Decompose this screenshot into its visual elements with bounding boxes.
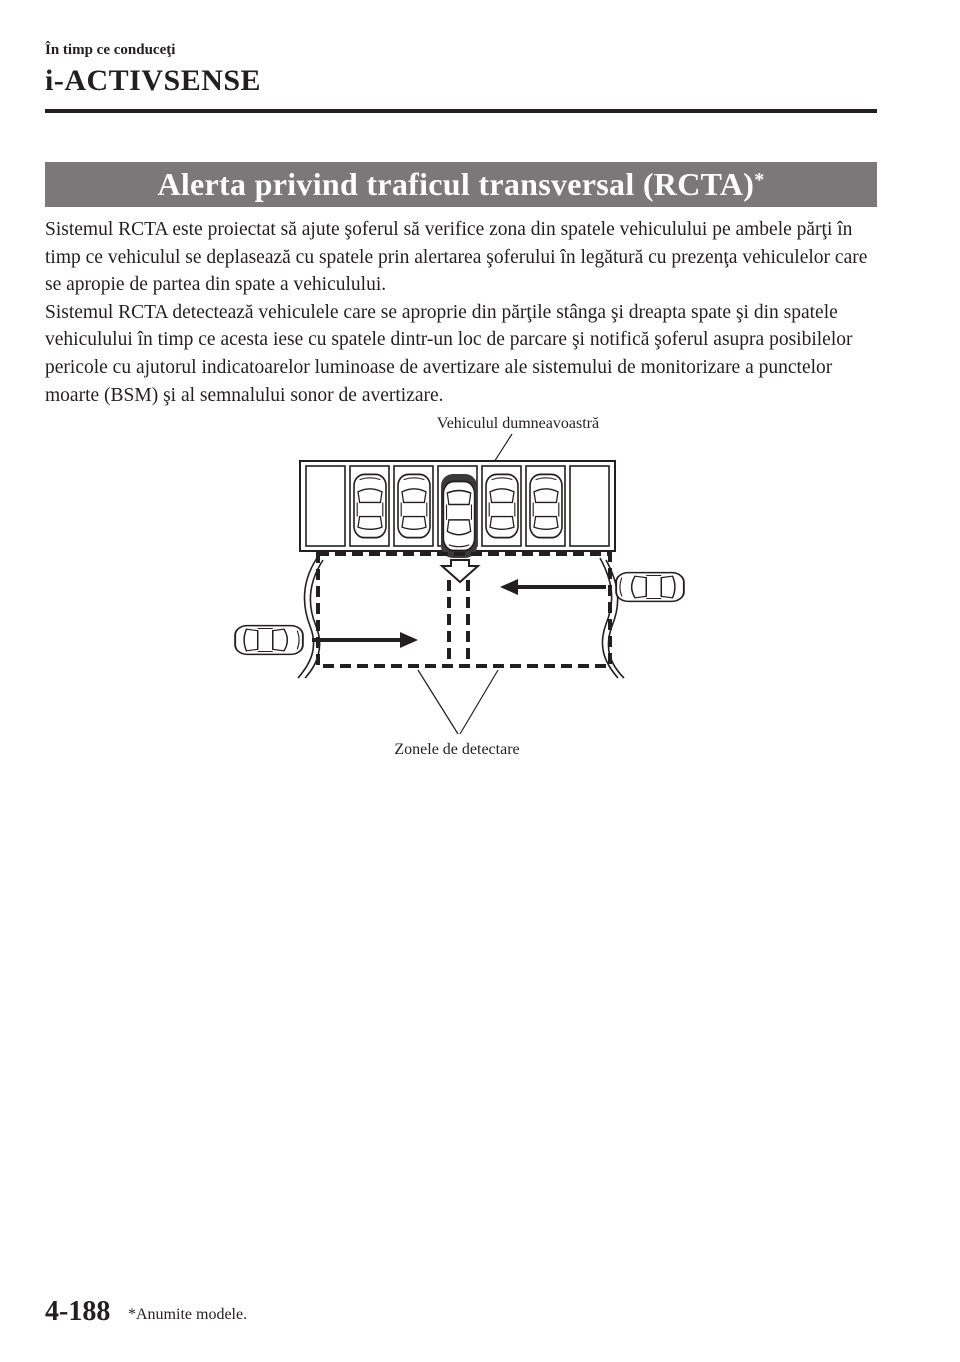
parked-car: [530, 474, 562, 537]
paragraph-intro: Sistemul RCTA este proiectat să ajute şoferul să verifice zona din spatele vehiculului pe ambele părţi în timp ce vehiculul se deplasează cu spatele prin alertarea şoferului în legătură cu prezenţa vehiculelor care se apropie de partea din spate a vehiculului.: [45, 219, 868, 296]
approach-arrow-left: [312, 632, 418, 648]
body-text: [45, 216, 885, 409]
zones-label: Zonele de detectare: [394, 741, 520, 758]
approaching-vehicle-left: [235, 626, 303, 655]
parked-car: [354, 474, 386, 537]
parked-car: [486, 474, 518, 537]
zones-leader-line: [460, 670, 498, 734]
chapter-title: i-ACTIVSENSE: [45, 64, 262, 97]
chapter-label: În timp ce conduceţi: [45, 42, 176, 58]
zones-leader-line: [418, 670, 458, 734]
rcta-diagram: [220, 400, 740, 770]
reverse-arrow-icon: [442, 560, 478, 582]
parked-car: [398, 474, 430, 537]
approach-arrow-right: [500, 579, 606, 595]
paragraph-detection: Sistemul RCTA detectează vehiculele care se aproprie din părţile stânga şi dreapta spate şi din spatele vehiculului în timp ce acesta iese cu spatele dintr-un loc de parcare şi notifică şoferul asupra posibilelor pericole cu ajutorul indicatoarelor luminoase de avertizare ale sistemului de monitorizare a punctelor moarte (BSM) şi al semnalului sonor de avertizare.: [45, 301, 853, 406]
model-availability-marker: *: [754, 169, 765, 191]
approaching-vehicle-right: [616, 573, 684, 602]
section-title-bar: [45, 162, 877, 207]
page-number: 4-188: [45, 1296, 111, 1327]
own-vehicle: [443, 481, 474, 550]
chapter-divider: [45, 109, 877, 113]
footnote: *Anumite modele.: [128, 1306, 248, 1323]
vehicle-label: Vehiculul dumneavoastră: [436, 415, 600, 432]
section-title: Alerta privind traficul transversal (RCTA): [157, 166, 755, 202]
